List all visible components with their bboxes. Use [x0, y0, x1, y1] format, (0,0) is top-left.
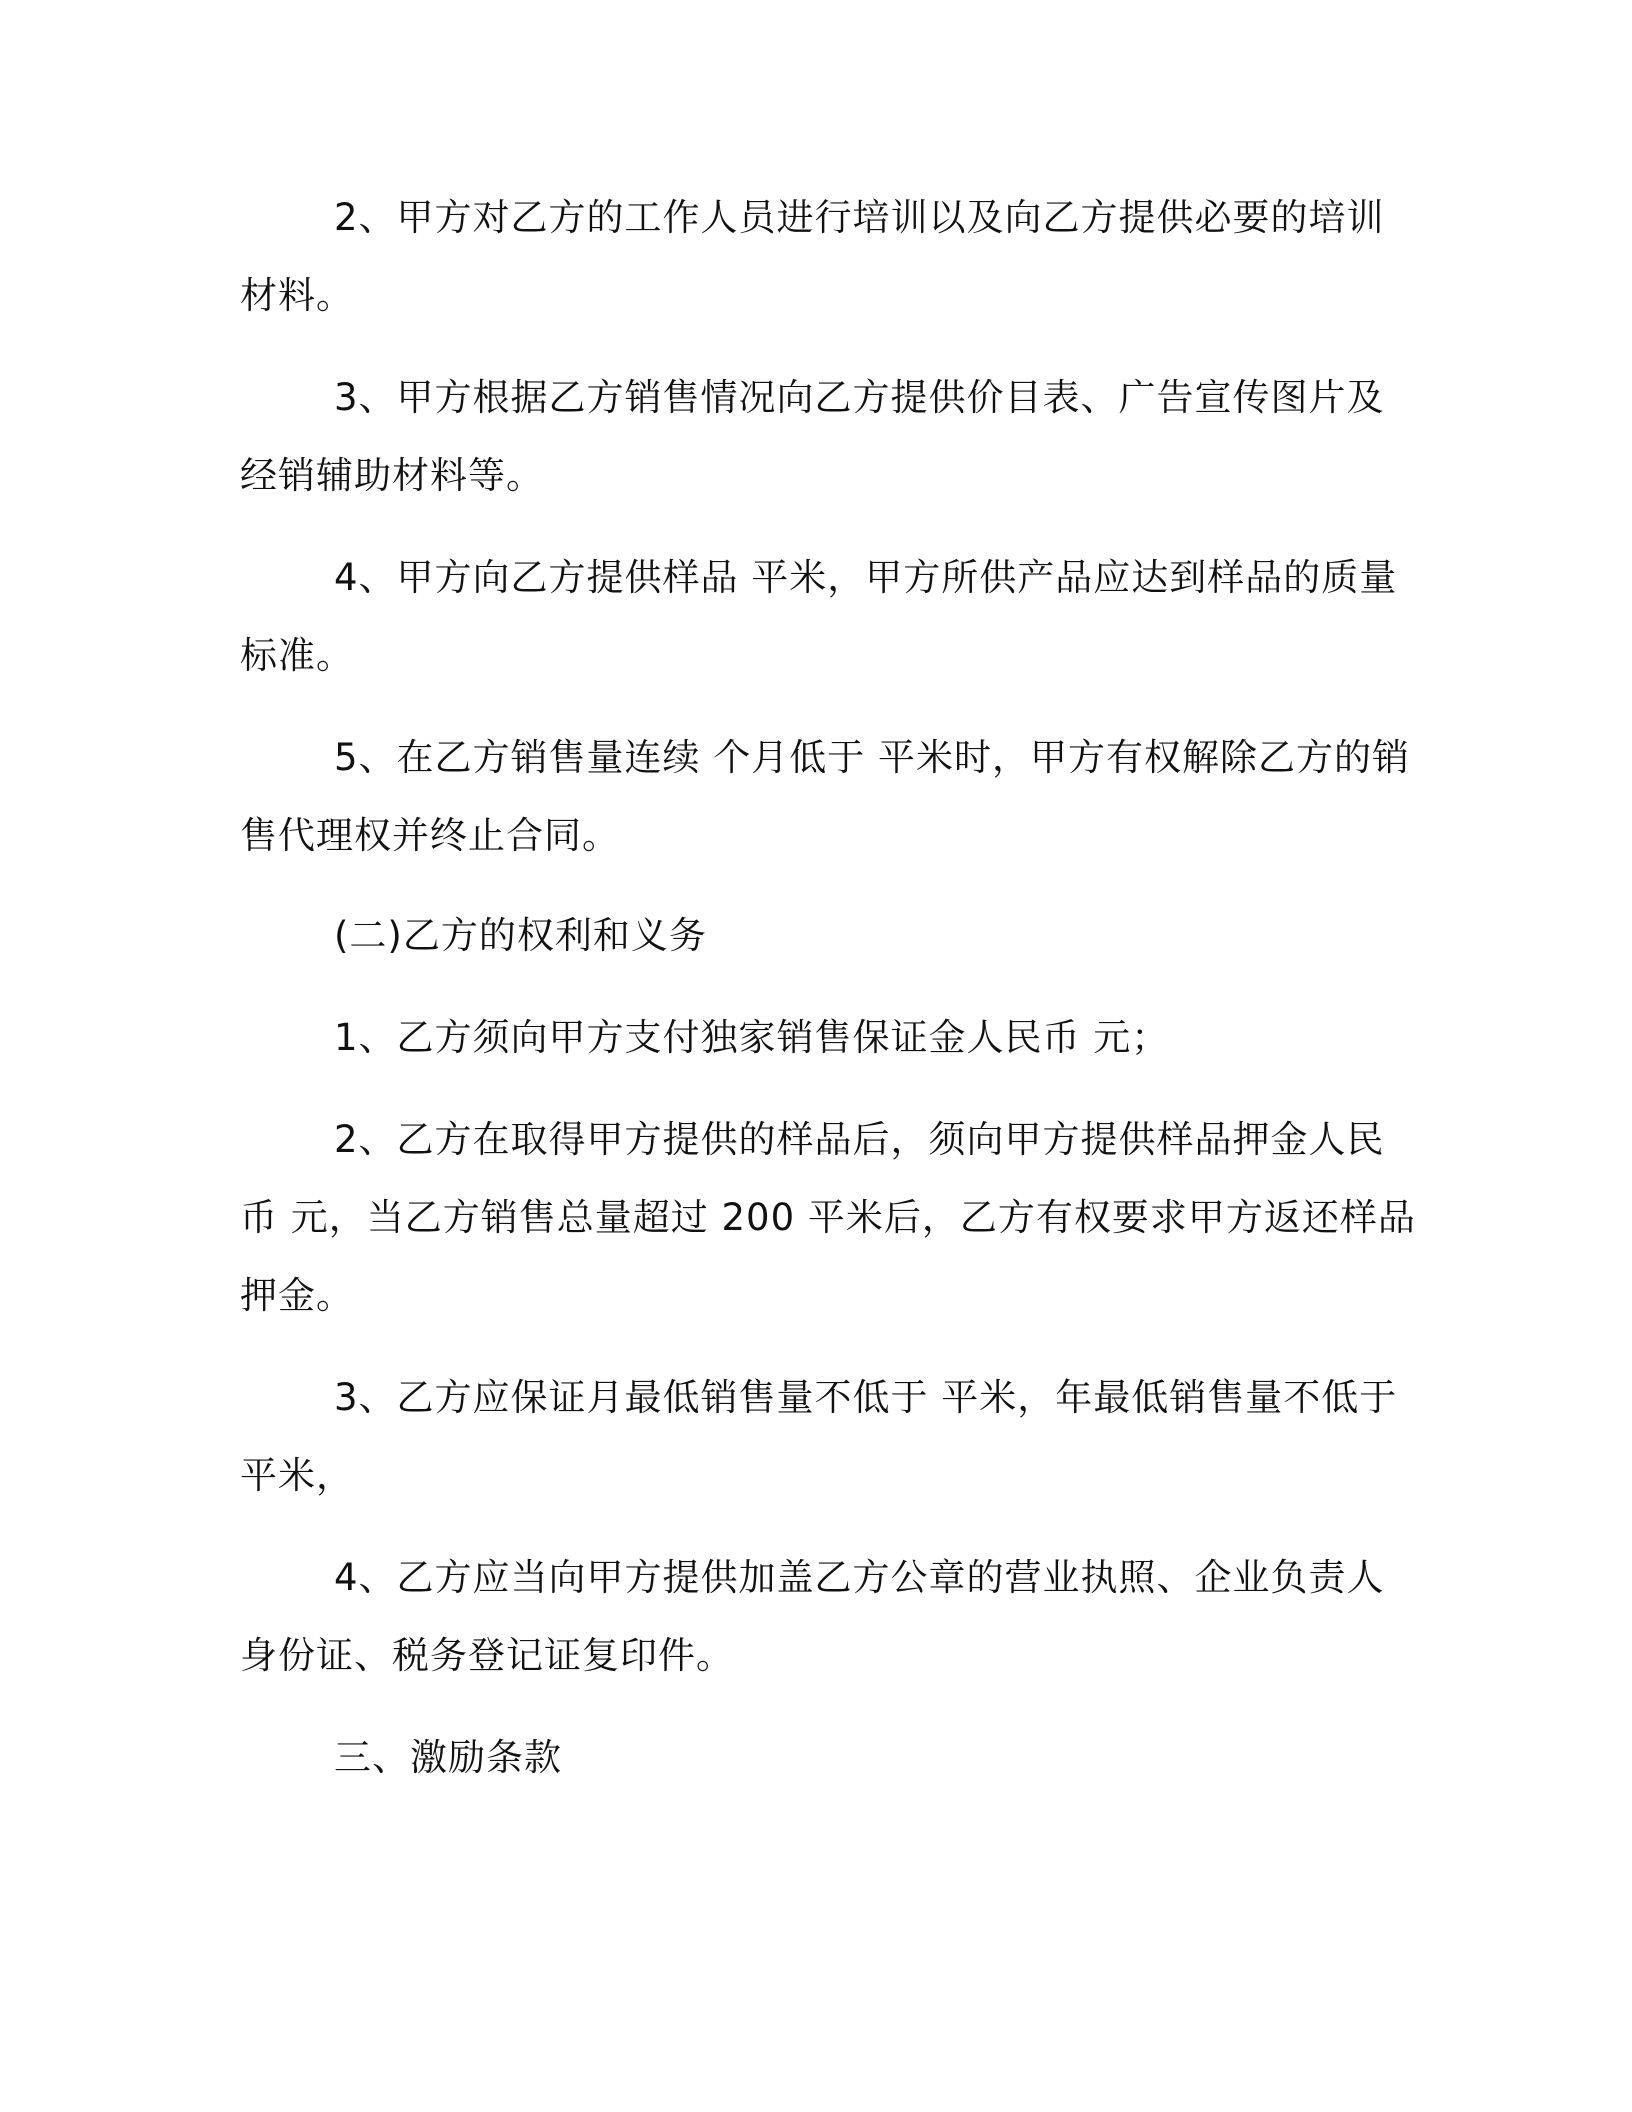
clause-b2-line-3: 押金。	[240, 1274, 354, 1317]
clause-b2-line-1: 2、乙方在取得甲方提供的样品后，须向甲方提供样品押金人民	[334, 1118, 1385, 1161]
clause-a2-line-2: 材料。	[240, 274, 354, 317]
clause-a4-line-2: 标准。	[240, 634, 354, 677]
clause-a5-line-1: 5、在乙方销售量连续 个月低于 平米时，甲方有权解除乙方的销	[334, 736, 1411, 779]
section-heading-incentives: 三、激励条款	[334, 1736, 562, 1779]
clause-b3-line-2: 平米，	[240, 1454, 354, 1497]
section-heading-party-b: (二)乙方的权利和义务	[334, 914, 707, 957]
clause-b4-line-1: 4、乙方应当向甲方提供加盖乙方公章的营业执照、企业负责人	[334, 1556, 1385, 1599]
clause-b1-line-1: 1、乙方须向甲方支付独家销售保证金人民币 元；	[334, 1016, 1170, 1059]
clause-a2-line-1: 2、甲方对乙方的工作人员进行培训以及向乙方提供必要的培训	[334, 196, 1385, 239]
clause-a4-line-1: 4、甲方向乙方提供样品 平米，甲方所供产品应达到样品的质量	[334, 556, 1398, 599]
clause-b2-line-2: 币 元，当乙方销售总量超过 200 平米后，乙方有权要求甲方返还样品	[240, 1196, 1416, 1239]
clause-b3-line-1: 3、乙方应保证月最低销售量不低于 平米，年最低销售量不低于	[334, 1376, 1398, 1419]
clause-a3-line-1: 3、甲方根据乙方销售情况向乙方提供价目表、广告宣传图片及	[334, 376, 1385, 419]
clause-a5-line-2: 售代理权并终止合同。	[240, 814, 620, 857]
clause-b4-line-2: 身份证、税务登记证复印件。	[240, 1634, 734, 1677]
clause-a3-line-2: 经销辅助材料等。	[240, 454, 544, 497]
